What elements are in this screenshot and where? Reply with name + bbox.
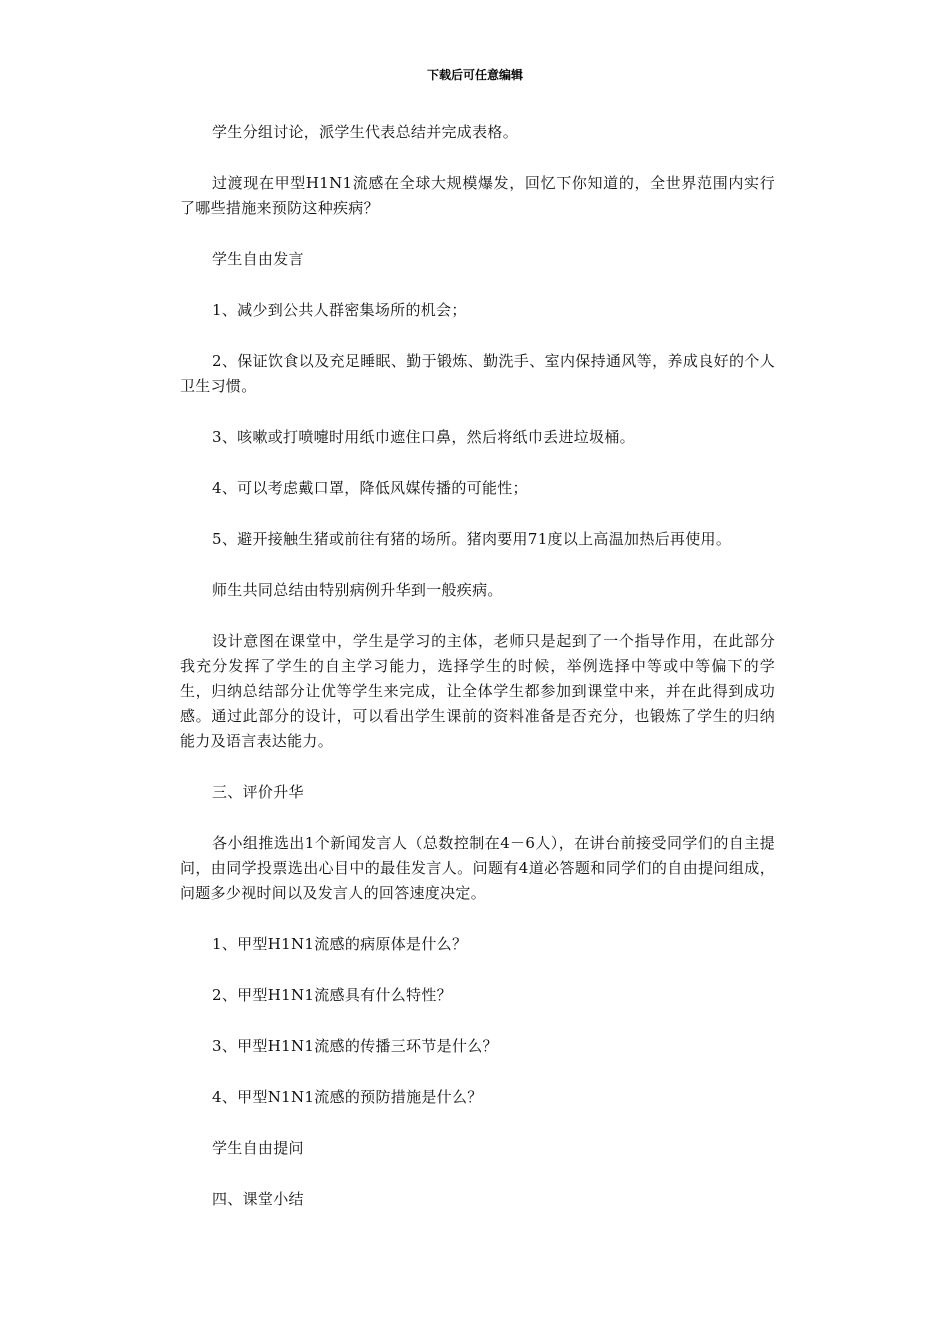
paragraph: 各小组推选出1个新闻发言人（总数控制在4－6人），在讲台前接受同学们的自主提问，由同学投票选出心目中的最佳发言人。问题有4道必答题和同学们的自由提问组成，问题多少视时间以及发言人的回答速度决定。 [180, 834, 775, 902]
paragraph: 学生自由发言 [212, 250, 304, 268]
list-item: 5、避开接触生猪或前往有猪的场所。猪肉要用71度以上高温加热后再使用。 [212, 530, 732, 548]
paragraph: 设计意图在课堂中，学生是学习的主体，老师只是起到了一个指导作用，在此部分我充分发挥了学生的自主学习能力，选择学生的时候，举例选择中等或中等偏下的学生，归纳总结部分让优等学生来完成，让全体学生都参加到课堂中来，并在此得到成功感。通过此部分的设计，可以看出学生课前的资料准备是否充分，也锻炼了学生的归纳能力及语言表达能力。 [180, 632, 775, 750]
paragraph: 师生共同总结由特别病例升华到一般疾病。 [212, 581, 503, 599]
paragraph: 过渡现在甲型H1N1流感在全球大规模爆发，回忆下你知道的，全世界范围内实行了哪些措施来预防这种疾病？ [180, 174, 775, 217]
section-heading: 三、评价升华 [212, 783, 304, 801]
list-item: 2、甲型H1N1流感具有什么特性？ [212, 986, 452, 1004]
paragraph: 学生自由提问 [212, 1139, 304, 1157]
document-body [180, 120, 775, 1212]
list-item: 3、咳嗽或打喷嚏时用纸巾遮住口鼻，然后将纸巾丢进垃圾桶。 [212, 428, 635, 446]
list-item: 2、保证饮食以及充足睡眠、勤于锻炼、勤洗手、室内保持通风等，养成良好的个人卫生习惯。 [180, 352, 775, 395]
section-heading: 四、课堂小结 [212, 1190, 304, 1208]
list-item: 1、减少到公共人群密集场所的机会； [212, 301, 467, 319]
page-header: 下载后可任意编辑 [426, 68, 523, 82]
paragraph: 学生分组讨论，派学生代表总结并完成表格。 [212, 123, 519, 141]
list-item: 3、甲型H1N1流感的传播三环节是什么？ [212, 1037, 498, 1055]
list-item: 4、甲型N1N1流感的预防措施是什么？ [212, 1088, 483, 1106]
list-item: 4、可以考虑戴口罩，降低风媒传播的可能性； [212, 479, 528, 497]
list-item: 1、甲型H1N1流感的病原体是什么？ [212, 935, 468, 953]
